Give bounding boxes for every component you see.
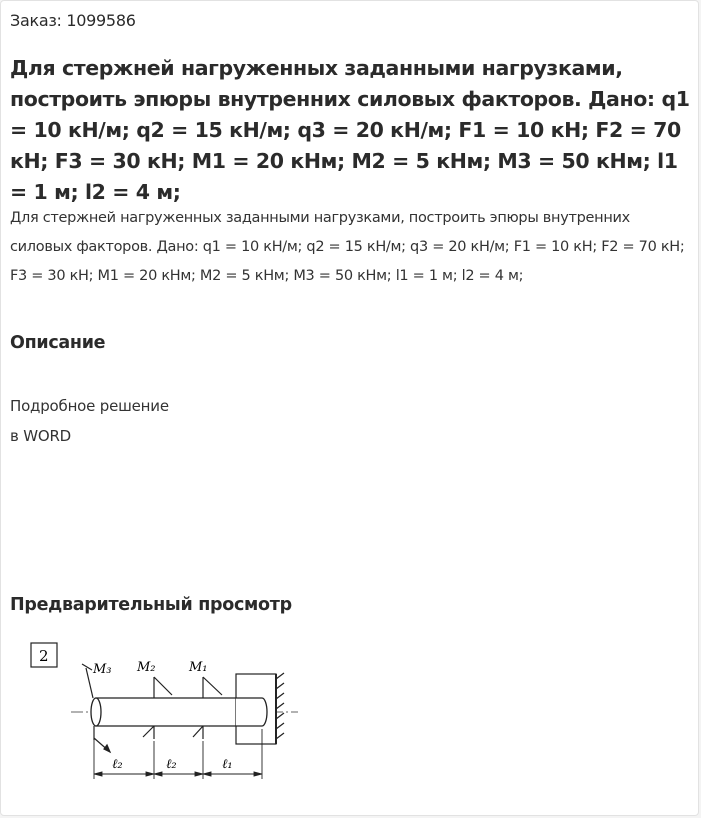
description-heading: Описание [10, 333, 106, 353]
preview-heading: Предварительный просмотр [10, 595, 292, 615]
moment-label-m2: M₂ [137, 660, 156, 675]
page-title: Для стержней нагруженных заданными нагрузками, построить эпюры внутренних силовых факторов. Дано: q1 = 10 кН/м; q2 = 15 кН/м; q3 = 20 кН/м; F1 = 10 кН; F2 = 70 кН; F3 = 30 кН; M1 = 20 кНм; M2 = 5 кНм; M3 = 50 кНм; l1 = 1 м; l2 = 4 м; [10, 56, 690, 204]
scheme-number: 2 [39, 647, 49, 665]
order-number: Заказ: 1099586 [10, 11, 136, 30]
scheme-number-box [31, 643, 57, 667]
task-description: Для стержней нагруженных заданными нагрузками, построить эпюры внутренних силовых факторов. Дано: q1 = 10 кН/м; q2 = 15 кН/м; q3 = 20 кН/м; F1 = 10 кН; F2 = 70 кН; F3 = 30 кН; M1 = 20 кНм; M2 = 5 кНм; M3 = 50 кНм; l1 = 1 м; l2 = 4 м; [10, 210, 685, 284]
moment-label-m3: M₃ [93, 662, 112, 677]
length-label-2: ℓ₂ [166, 757, 177, 772]
description-line-2: в WORD [10, 427, 72, 445]
length-label-1: ℓ₂ [112, 757, 123, 772]
length-label-3: ℓ₁ [222, 757, 233, 772]
preview-drawing [26, 637, 306, 782]
moment-label-m1: M₁ [189, 660, 208, 675]
description-line-1: Подробное решение [10, 397, 169, 415]
